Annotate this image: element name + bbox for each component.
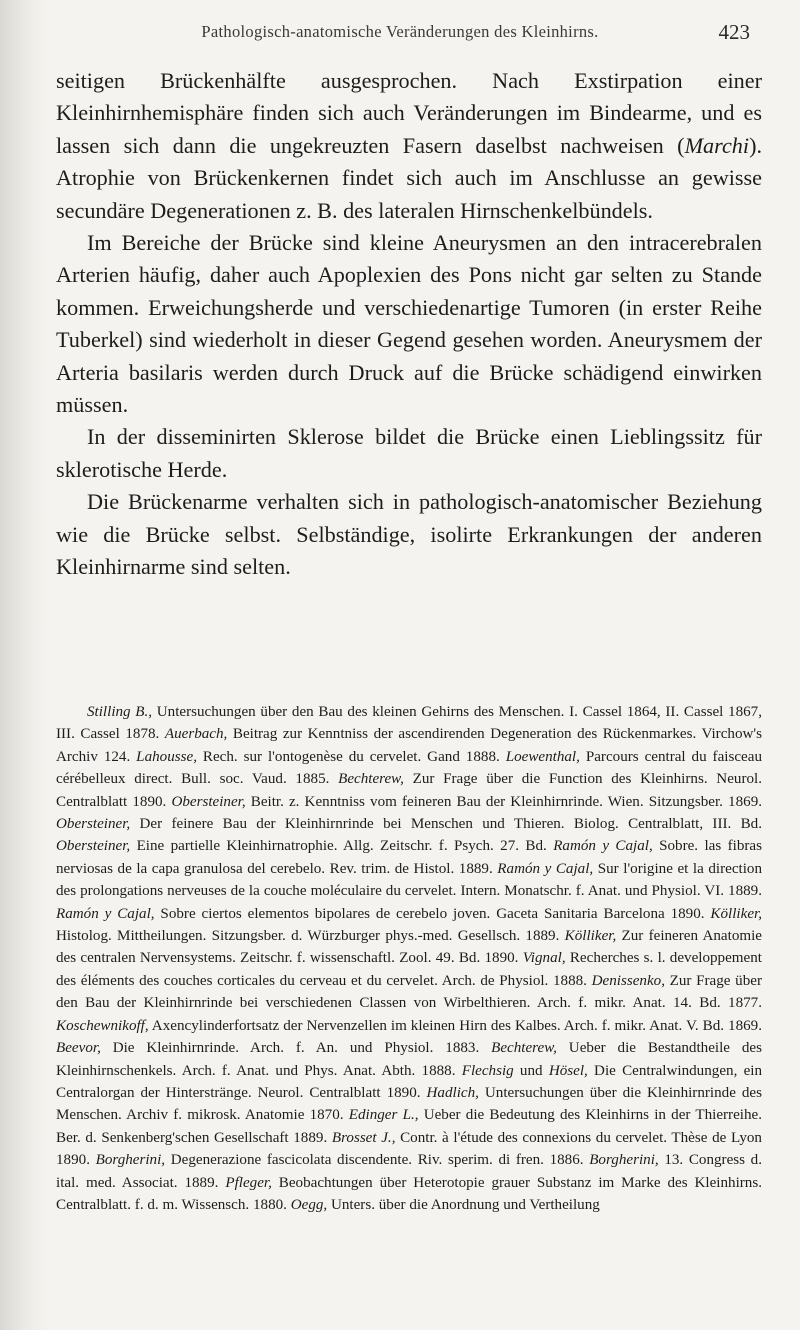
running-title: Pathologisch-anatomische Veränderungen des Kleinhirns.: [201, 22, 599, 41]
reference-author: Stilling B.,: [87, 704, 153, 720]
reference-author: Pfleger,: [225, 1174, 272, 1191]
reference-author: Kölliker,: [710, 905, 762, 922]
reference-text: Recherches s. l. developpement des éléments des couches corticales du cerveau et du cervelet. Arch. de Physiol. 1888.: [56, 950, 762, 989]
reference-text: Untersuchungen über den Bau des kleinen Gehirns des Menschen. I. Cassel 1864, II. Cassel 1867, III. Cassel 1878.: [56, 704, 762, 743]
reference-text: Ueber die Bedeutung des Kleinhirns in der Thierreihe. Ber. d. Senkenberg'schen Gesellschaft 1889.: [56, 1107, 762, 1146]
reference-text: und: [513, 1062, 549, 1079]
page-gutter-shadow: [0, 0, 48, 1330]
reference-author: Obersteiner,: [56, 838, 131, 855]
reference-text: Rech. sur l'ontogenèse du cervelet. Gand 1888.: [196, 748, 506, 765]
reference-author: Beevor,: [56, 1040, 101, 1057]
reference-text: Beitrag zur Kenntniss der ascendirenden Degeneration des Rückenmarkes. Virchow's Archiv 124.: [56, 726, 762, 765]
reference-author: Lahousse,: [136, 748, 197, 765]
page-number: 423: [718, 20, 750, 44]
reference-author: Bechterew,: [338, 771, 404, 788]
reference-author: Edinger L.,: [348, 1107, 419, 1124]
reference-author: Brosset J.,: [331, 1129, 396, 1146]
reference-text: Die Kleinhirnrinde. Arch. f. An. und Physiol. 1883.: [100, 1040, 492, 1057]
reference-author: Obersteiner,: [56, 816, 131, 833]
reference-text: Degenerazione fascicolata discendente. Riv. sperim. di fren. 1886.: [165, 1152, 590, 1169]
reference-text: Der feinere Bau der Kleinhirnrinde bei Menschen und Thieren. Biolog. Centralblatt, III. Bd.: [130, 816, 762, 833]
text-run: Im Bereiche der Brücke sind kleine Aneurysmen an den intracerebralen Arterien häufig, daher auch Apoplexien des Pons nicht gar selten zu Stande kommen. Erweichungsherde und verschiedenartige Tumoren (in erster Reihe Tuberkel) sind wiederholt in dieser Gegend gesehen worden. Aneurysmem der Arteria basilaris werden durch Druck auf die Brücke schädigend einwirken müssen.: [56, 230, 762, 418]
reference-author: Vignal,: [522, 950, 566, 967]
text-run: seitigen Brückenhälfte ausgesprochen. Nach Exstirpation einer Kleinhirnhemisphäre finden sich auch Veränderungen im Bindearme, und es lassen sich dann die ungekreuzten Fasern daselbst nachweisen (: [56, 68, 762, 158]
reference-text: Zur Frage über die Function des Kleinhirns. Neurol. Centralblatt 1890.: [56, 771, 762, 810]
reference-text: Zur Frage über den Bau der Kleinhirnrinde bei verschiedenen Classen von Wirbelthieren. Arch. f. mikr. Anat. 14. Bd. 1877.: [56, 972, 762, 1012]
paragraph: [56, 421, 762, 486]
reference-author: Ramón y Cajal,: [56, 905, 155, 922]
reference-text: Beitr. z. Kenntniss vom feineren Bau der Kleinhirnrinde. Wien. Sitzungsber. 1869.: [245, 793, 763, 810]
reference-author: Hösel,: [548, 1062, 588, 1079]
reference-text: Unters. über die Anordnung und Vertheilung: [327, 1196, 600, 1213]
running-head: [0, 20, 800, 50]
reference-text: 13. Congress d. ital. med. Associat. 1889.: [56, 1152, 762, 1191]
reference-text: Sobre. las fibras nerviosas de la capa granulosa del cerebelo. Rev. trim. de Histol. 1889.: [56, 838, 762, 877]
reference-list: [56, 701, 762, 1216]
text-run: Die Brückenarme verhalten sich in pathologisch-anatomischer Beziehung wie die Brücke selbst. Selbständige, isolirte Erkrankungen der anderen Kleinhirnarme sind selten.: [56, 489, 762, 580]
reference-text: Contr. à l'étude des connexions du cervelet. Thèse de Lyon 1890.: [56, 1129, 762, 1169]
reference-author: Loewenthal,: [505, 748, 580, 765]
reference-author: Ramón y Cajal,: [497, 860, 594, 877]
reference-text: Die Centralwindungen, ein Centralorgan der Hinterstränge. Neurol. Centralblatt 1890.: [56, 1062, 763, 1101]
text-run: ). Atrophie von Brückenkernen findet sich auch im Anschlusse an gewisse secundäre Degenerationen z. B. des lateralen Hirnschenkelbündels.: [56, 132, 762, 223]
reference-text: Histolog. Mittheilungen. Sitzungsber. d. Würzburger phys.-med. Gesellsch. 1889.: [56, 928, 565, 945]
reference-text: Sobre ciertos elementos bipolares de cerebelo joven. Gaceta Sanitaria Barcelona 1890.: [154, 905, 711, 922]
reference-text: Beobachtungen über Heterotopie grauer Substanz im Marke des Kleinhirns. Centralblatt. f. d. m. Wissensch. 1880.: [56, 1174, 762, 1213]
author-name: Marchi: [684, 132, 750, 158]
reference-author: Hadlich,: [426, 1084, 479, 1101]
reference-text: Axencylinderfortsatz der Nervenzellen im kleinen Hirn des Kalbes. Arch. f. mikr. Anat. V. Bd. 1869.: [148, 1017, 762, 1034]
bibliography: [56, 701, 762, 1216]
reference-author: Denissenko,: [591, 972, 665, 989]
reference-text: Parcours central du faisceau cérébelleux direct. Bull. soc. Vaud. 1885.: [56, 748, 762, 788]
reference-author: Kölliker,: [564, 928, 617, 945]
paragraph: [56, 65, 762, 227]
reference-text: Ueber die Bestandtheile des Kleinhirnschenkels. Arch. f. Anat. und Phys. Anat. Abth. 1888.: [56, 1040, 763, 1079]
reference-author: Koschewnikoff,: [56, 1017, 149, 1034]
reference-author: Bechterew,: [491, 1040, 557, 1057]
reference-author: Oegg,: [290, 1196, 328, 1213]
main-text: [56, 65, 762, 584]
reference-text: Eine partielle Kleinhirnatrophie. Allg. Zeitschr. f. Psych. 27. Bd.: [130, 838, 554, 855]
reference-author: Borgherini,: [589, 1152, 659, 1169]
text-run: In der disseminirten Sklerose bildet die Brücke einen Lieblingssitz für sklerotische Herde.: [56, 424, 762, 482]
reference-author: Flechsig: [461, 1062, 514, 1079]
reference-author: Ramón y Cajal,: [553, 838, 653, 855]
paragraph: [56, 227, 762, 421]
reference-author: Auerbach,: [164, 726, 228, 743]
reference-text: Zur feineren Anatomie des centralen Nervensystems. Zeitschr. f. wissenschaftl. Zool. 49. Bd. 1890.: [56, 928, 762, 967]
paragraph: [56, 486, 762, 583]
reference-author: Borgherini,: [95, 1152, 166, 1169]
reference-text: Sur l'origine et la direction des prolongations nerveuses de la couche moléculaire du cervelet. Intern. Monatschr. f. Anat. und Physiol. VI. 1889.: [56, 860, 762, 900]
reference-author: Obersteiner,: [171, 793, 246, 810]
reference-text: Untersuchungen über die Kleinhirnrinde des Menschen. Archiv f. mikrosk. Anatomie 1870.: [56, 1084, 762, 1124]
